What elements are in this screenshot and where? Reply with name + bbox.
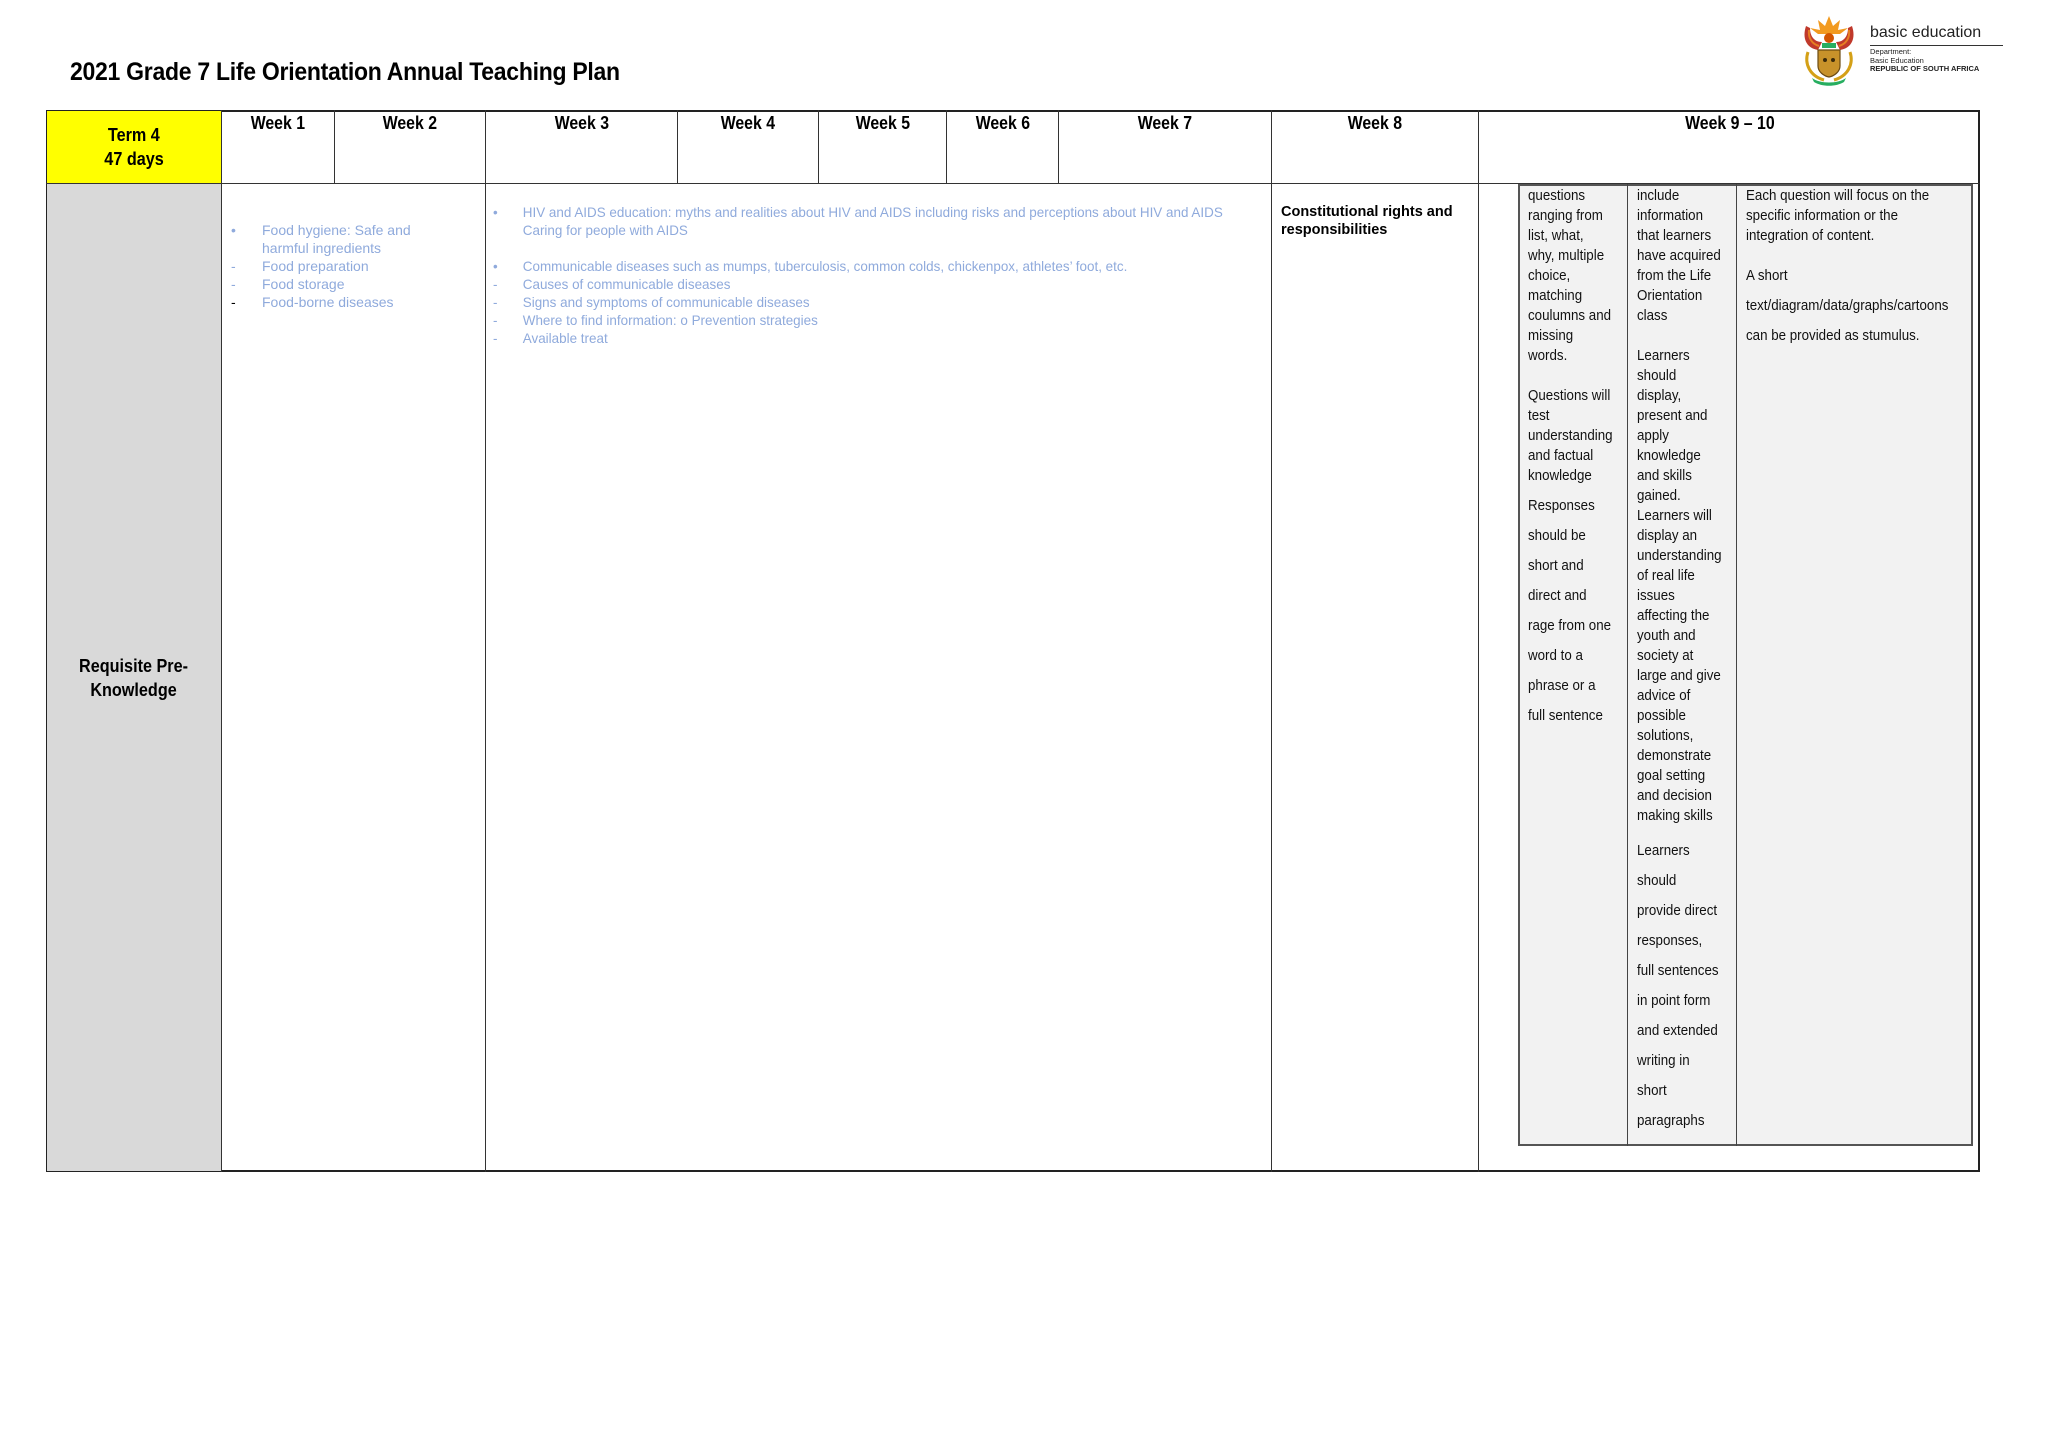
dash-icon: - [231,294,236,310]
header-week-8: Week 8 [1347,113,1403,133]
logo-line-3: REPUBLIC OF SOUTH AFRICA [1870,64,1980,73]
list-item: • Food hygiene: Safe and harmful ingredients [231,222,411,256]
logo-divider [1870,45,2003,46]
week-8-content: Constitutional rights and responsibilities [1281,204,1453,238]
col-divider [485,110,486,1172]
assessment-col-learner-expectations: include information that learners have acquired from the Life Orientation class Learners should display, present and apply knowledge and skills gained. Learners will display an understanding of real life issues affecting the youth and society at large and give advice of possible solutions, demonstrate goal setting and decision making skills Learners should provide direct responses, full sentences in point form and extended writing in short paragraphs [1637,188,1722,1129]
col-divider [1271,110,1272,1172]
logo-line-1: Department: [1870,47,1912,56]
header-week-4: Week 4 [720,113,776,133]
bullet-icon: • [493,204,498,220]
term-cell [47,111,221,183]
list-item: - Signs and symptoms of communicable diseases [493,294,810,310]
logo-line-2: Basic Education [1870,55,1924,65]
coat-of-arms-icon [1800,12,1858,86]
list-item: - Food-borne diseases [231,294,394,310]
list-item: - Food preparation [231,258,369,274]
col-divider [1478,110,1479,1172]
dash-icon: - [231,258,236,274]
weeks-1-2-content [231,221,451,311]
dash-icon: - [231,276,236,292]
header-week-2: Week 2 [382,113,438,133]
list-item: - Where to find information: o Prevention strategies [493,312,818,328]
dash-icon: - [493,294,498,310]
header-week-7: Week 7 [1137,113,1193,133]
bullet-icon: • [493,258,498,274]
row-label-line-2: Knowledge [90,679,178,700]
logo-subtitle [1870,48,1979,74]
header-week-5: Week 5 [855,113,910,133]
document-title: 2021 Grade 7 Life Orientation Annual Teaching Plan [70,58,620,86]
bullet-icon: • [231,222,236,238]
list-item: - Available treat [493,330,608,346]
list-item: - Causes of communicable diseases [493,276,731,292]
assessment-col-stimulus: Each question will focus on the specific information or the integration of content. A short text/diagram/data/graphs/cartoons can be provided as stumulus. [1746,188,1949,344]
row-label-line-1: Requisite Pre- [79,655,189,676]
dash-icon: - [493,276,498,292]
logo-title: basic education [1870,24,1982,41]
spacer [493,239,1253,257]
dash-icon: - [493,330,498,346]
header-week-9-10: Week 9 – 10 [1684,113,1775,133]
header-week-3: Week 3 [554,113,609,133]
term-label: Term 4 [108,125,160,145]
header-week-6: Week 6 [975,113,1030,133]
list-item: - Food storage [231,276,345,292]
list-item: • HIV and AIDS education: myths and realities about HIV and AIDS including risks and perceptions about HIV and AIDS Caring for people with AIDS [493,204,1223,238]
term-days: 47 days [104,149,164,169]
weeks-3-7-content [493,203,1253,347]
list-item: • Communicable diseases such as mumps, tuberculosis, common colds, chickenpox, athletes’ foot, etc. [493,258,1128,274]
requisite-pre-knowledge-cell [47,184,221,1171]
col-divider [221,110,222,1172]
dash-icon: - [493,312,498,328]
assessment-col-question-types: questions ranging from list, what, why, multiple choice, matching coulumns and missing words. Questions will test understanding and factual knowledge Responses should be short and direct and rage from one word to a phrase or a full sentence [1528,188,1613,724]
header-week-1: Week 1 [250,113,306,133]
